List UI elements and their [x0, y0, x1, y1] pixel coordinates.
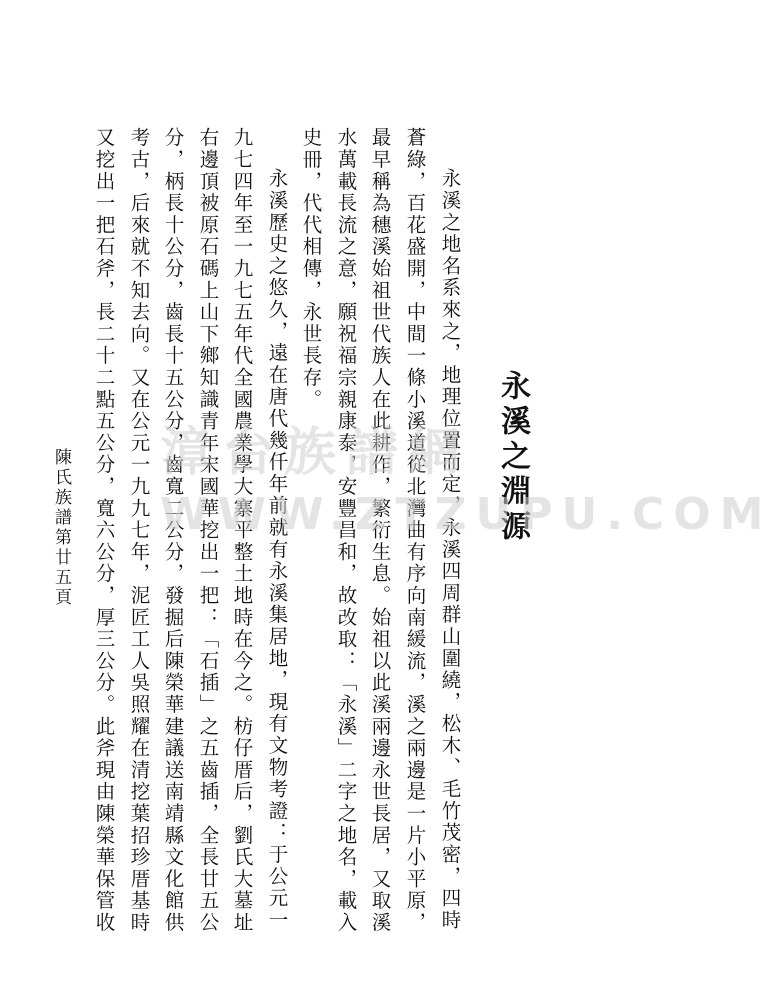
text-column-3: 最早稱為穗溪始祖世代族人在此耕作，繁衍生息。始祖以此溪兩邊永世長居，又取溪 — [368, 127, 392, 934]
text-column-10: 考古，后來就不知去向。又在公元一九九七年，泥匠工人吳照耀在清挖葉招珍厝基時 — [127, 127, 151, 934]
text-column-7: 九七四年至一九七五年代全國農業學大寨平整土地時在今之。枋仔厝后，劉氏大墓址 — [230, 127, 254, 934]
text-column-4: 水萬載長流之意，願祝福宗親康泰，安豐昌和，故改取：「永溪」二字之地名，載入 — [334, 127, 358, 934]
text-column-9: 分，柄長十公分，齒長十五公分，齒寬二公分，發掘后陳榮華建議送南靖縣文化館供 — [161, 127, 185, 934]
text-column-5: 史冊，代代相傳，永世長存。 — [299, 127, 323, 411]
text-column-6: 永溪歷史之悠久，遠在唐代幾仟年前就有永溪集居地，現有文物考證：于公元一 — [265, 168, 289, 931]
page-footer: 陳氏族譜第廿五頁 — [51, 448, 71, 608]
text-column-11: 又挖出一把石斧，長二十二點五公分，寬六公分，厚三公分。此斧現由陳榮華保管收 — [92, 127, 116, 934]
watermark-chinese: 漳台族譜網 — [160, 423, 471, 483]
text-column-2: 蒼綠，百花盛開，中間一條小溪道從北灣曲有序向南緩流，溪之兩邊是一片小平原， — [403, 127, 427, 934]
text-column-8: 右邊頂被原石碼上山下鄉知識青年宋國華挖出一把：「石插」之五齒插，全長廿五公 — [196, 127, 220, 934]
text-column-1: 永溪之地名系來之，地理位置而定，永溪四周群山圍繞，松木、毛竹茂密，四時 — [438, 168, 462, 931]
section-title: 永溪之淵源 — [495, 370, 530, 545]
watermark-url: WWW.ZTZUPU.COM — [160, 489, 772, 540]
